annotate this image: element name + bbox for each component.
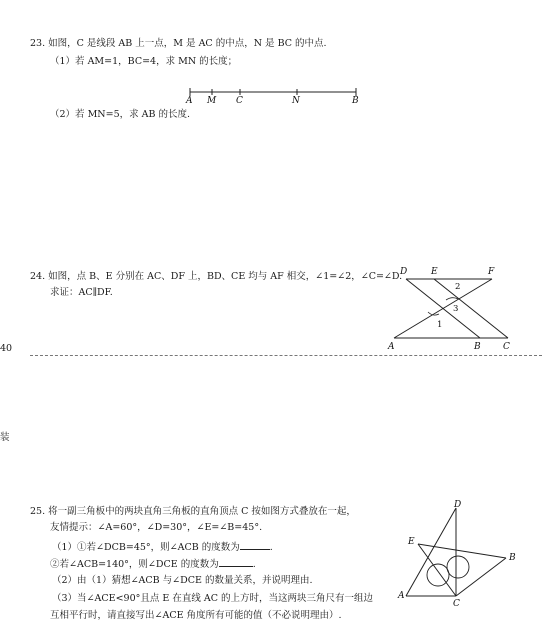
q24-parallel-figure xyxy=(388,262,523,354)
q25-part3: （3）当∠ACE<90°且点 E 在直线 AC 的上方时，当这两块三角尺有一组边 xyxy=(52,593,374,604)
margin-text-40: 40 xyxy=(0,343,13,354)
q24-angle-2: 2 xyxy=(455,282,461,292)
q23-label-C: C xyxy=(236,96,243,106)
q24-label-B: B xyxy=(474,342,481,352)
q25-hint: 友情提示：∠A=60°，∠D=30°，∠E=∠B=45°. xyxy=(50,522,263,533)
q24-label-E: E xyxy=(431,267,438,277)
q25-label-C: C xyxy=(453,599,460,609)
q23-label-M: M xyxy=(207,96,217,106)
q24-angle-1: 1 xyxy=(437,320,443,330)
q24-angle-3: 3 xyxy=(453,304,459,314)
q23-part2: （2）若 MN=5，求 AB 的长度. xyxy=(50,109,191,120)
q25-triangles-figure xyxy=(398,498,523,610)
section-divider xyxy=(30,355,542,356)
q25-part1a-text: （1）①若∠DCB=45°，则∠ACB 的度数为 xyxy=(52,542,240,553)
q23-part1: （1）若 AM=1，BC=4，求 MN 的长度； xyxy=(50,56,238,67)
margin-text-binding: 装 xyxy=(0,432,10,443)
q23-label-N: N xyxy=(292,96,300,106)
q25-label-E: E xyxy=(408,537,415,547)
q25-part1b: ②若∠ACB=140°，则∠DCE 的度数为 . xyxy=(50,559,256,570)
q25-label-B: B xyxy=(509,553,516,563)
q25-part2: （2）由（1）猜想∠ACB 与∠DCE 的数量关系，并说明理由. xyxy=(52,575,313,586)
q24-label-A: A xyxy=(388,342,395,352)
q23-stem: 23. 如图，C 是线段 AB 上一点，M 是 AC 的中点，N 是 BC 的中点. xyxy=(30,38,327,49)
q25-answer-blank-2 xyxy=(219,557,253,567)
q24-stem: 24. 如图，点 B、E 分别在 AC、DF 上，BD、CE 均与 AF 相交，∠1=∠2，∠C=∠D. xyxy=(30,271,403,282)
q25-label-A: A xyxy=(398,591,405,601)
q24-prove: 求证：AC∥DF. xyxy=(50,287,113,298)
q25-part1b-text: ②若∠ACB=140°，则∠DCE 的度数为 xyxy=(50,559,219,570)
q24-label-C: C xyxy=(503,342,510,352)
q25-stem: 25. 将一副三角板中的两块直角三角板的直角顶点 C 按如图方式叠放在一起， xyxy=(30,506,356,517)
q24-label-F: F xyxy=(488,267,495,277)
q25-part3-cont: 互相平行时，请直接写出∠ACE 角度所有可能的值（不必说明理由）. xyxy=(50,610,342,621)
q25-answer-blank-1 xyxy=(240,540,270,550)
q25-part1a: （1）①若∠DCB=45°，则∠ACB 的度数为 . xyxy=(52,542,273,553)
q23-label-B: B xyxy=(352,96,359,106)
q23-label-A: A xyxy=(186,96,193,106)
q23-segment-figure xyxy=(180,84,370,106)
q25-label-D: D xyxy=(454,500,462,510)
q24-label-D: D xyxy=(400,267,408,277)
